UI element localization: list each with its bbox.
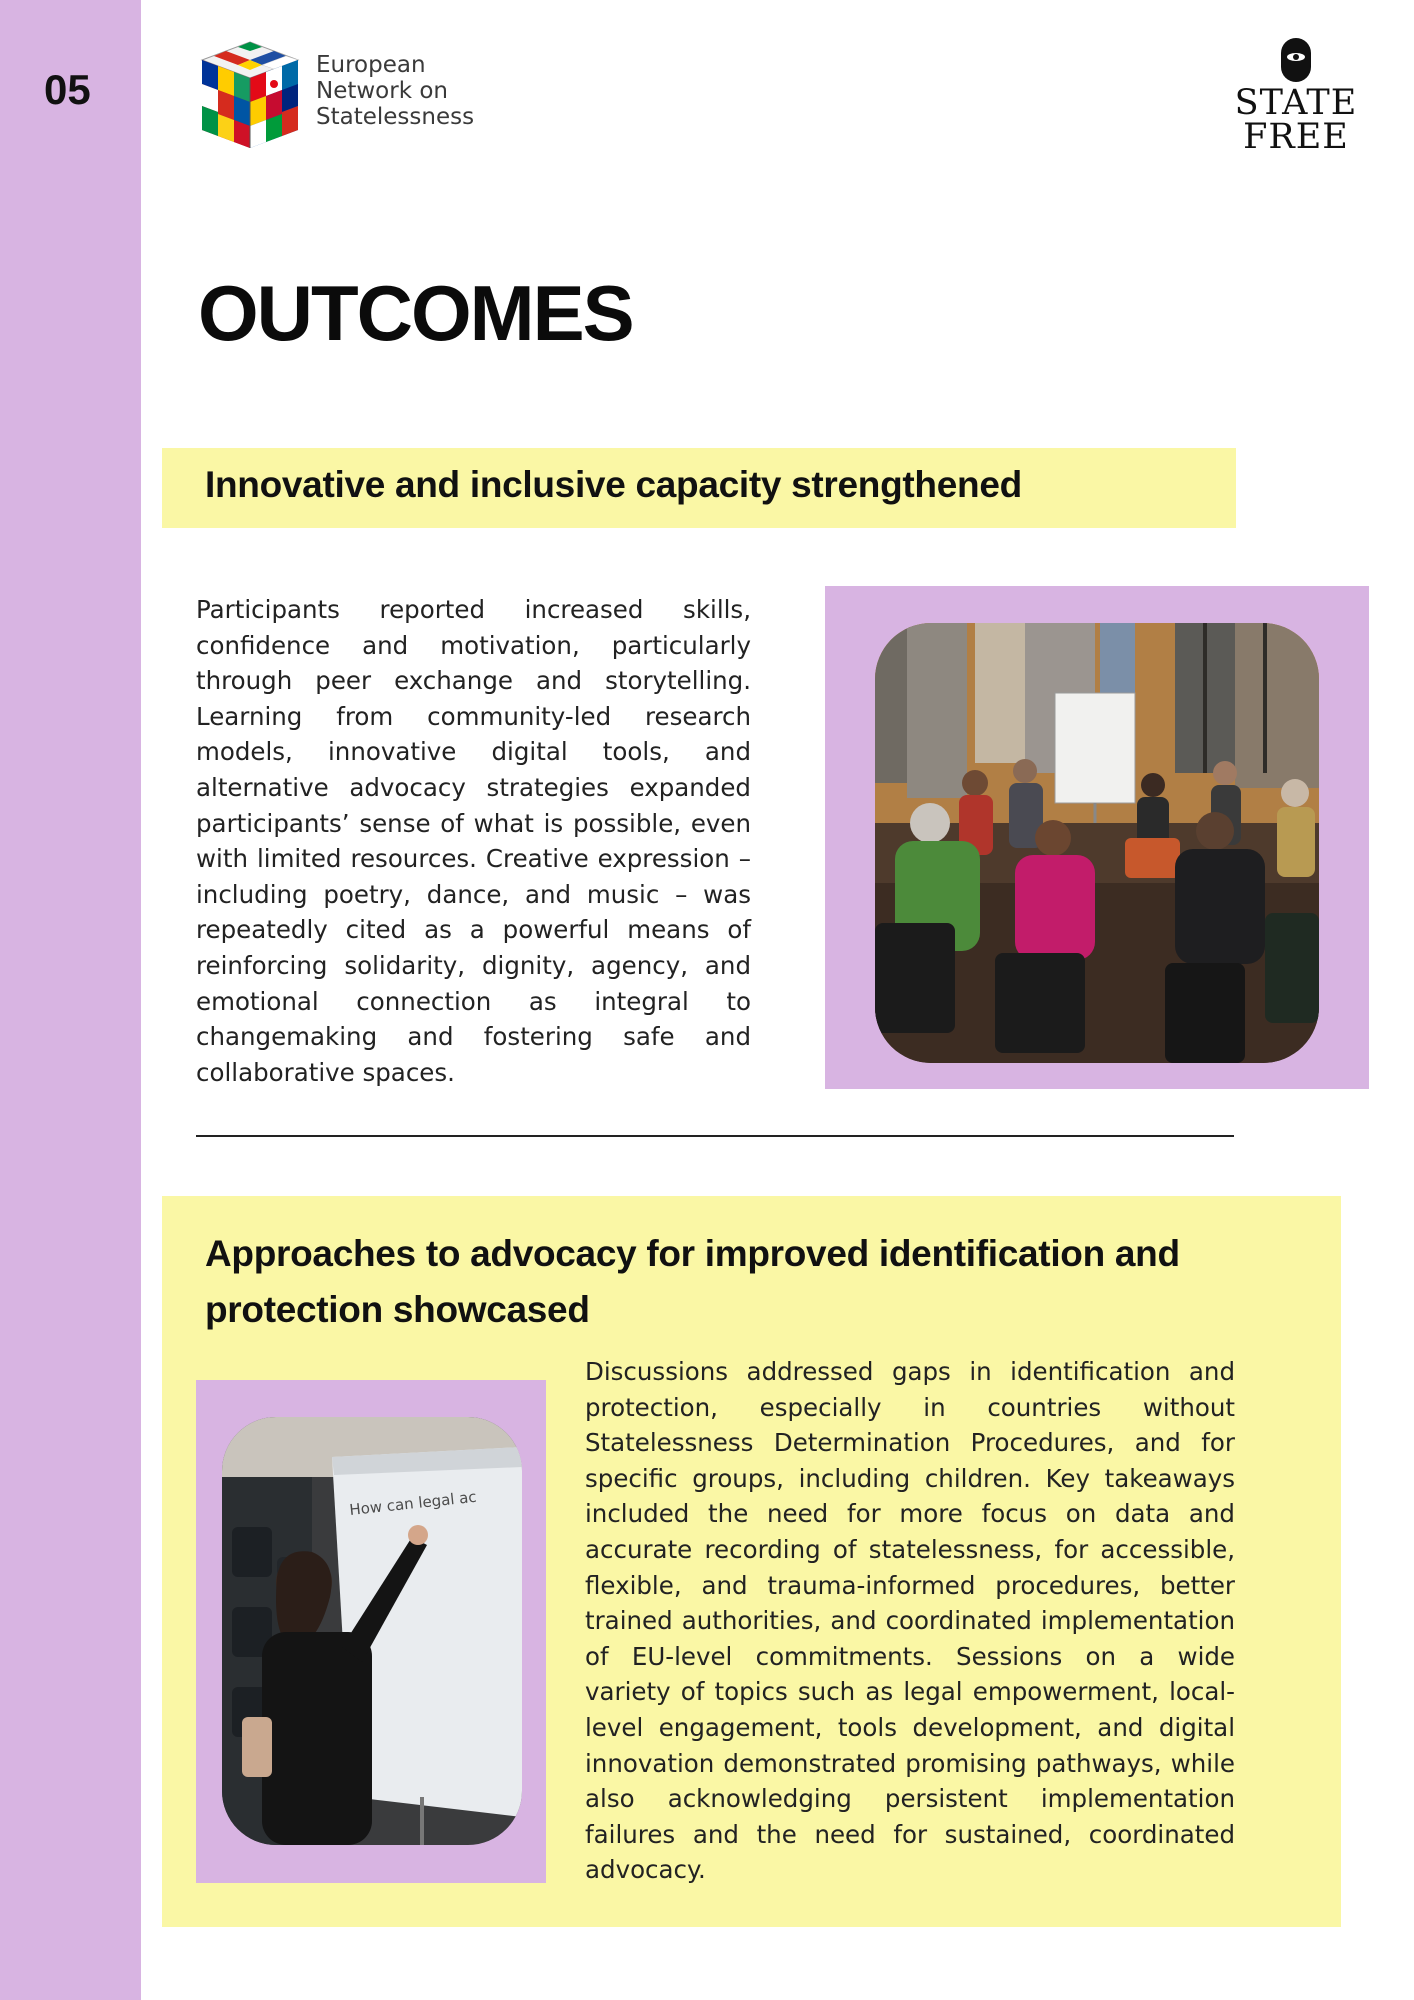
statefree-mark-icon xyxy=(1281,38,1311,82)
workshop-circle-photo xyxy=(875,623,1319,1063)
section1-heading: Innovative and inclusive capacity strengthened xyxy=(205,464,1022,505)
statefree-logo xyxy=(1226,38,1366,168)
section2-panel xyxy=(162,1196,1341,1927)
statefree-text xyxy=(1226,83,1366,157)
statefree-line1: STATE xyxy=(1234,83,1358,123)
left-sidebar-band xyxy=(0,0,141,2000)
flag-cube-icon xyxy=(198,40,302,150)
section1-heading-band xyxy=(162,448,1236,528)
ens-logo-text xyxy=(316,52,474,130)
ens-logo-line2: Network on xyxy=(316,78,448,104)
section2-heading: Approaches to advocacy for improved identification and protection showcased xyxy=(205,1233,1180,1330)
ens-logo-line3: Statelessness xyxy=(316,104,475,130)
page-title: OUTCOMES xyxy=(198,269,633,357)
flipchart-writing-photo xyxy=(222,1417,522,1845)
statefree-line2: FREE xyxy=(1243,117,1349,157)
section1-photo-frame xyxy=(825,586,1369,1089)
ens-logo-line1: European xyxy=(316,52,426,78)
section1-body: Participants reported increased skills, confidence and motivation, particularly through peer exchange and storytelling. Learning from community-led research models, innovative digital tools, and alternative advocacy strategies expanded participants’ sense of what is possible, even with limited resources. Creative expression – including poetry, dance, and music – was repeatedly cited as a powerful means of reinforcing solidarity, dignity, agency, and emotional connection as integral to changemaking and fostering safe and collaborative spaces. xyxy=(196,595,751,1087)
page-number: 05 xyxy=(44,66,91,113)
section-divider xyxy=(196,1135,1234,1137)
section2-photo-frame xyxy=(196,1380,546,1883)
ens-logo xyxy=(198,40,518,150)
section2-body: Discussions addressed gaps in identification and protection, especially in countries without Statelessness Determination Procedures, and for specific groups, including children. Key takeaways included the need for more focus on data and accurate recording of statelessness, for accessible, flexible, and trauma-informed procedures, better trained authorities, and coordinated implementation of EU-level commitments. Sessions on a wide variety of topics such as legal empowerment, local-level engagement, tools development, and digital innovation demonstrated promising pathways, while also acknowledging persistent implementation failures and the need for sustained, coordinated advocacy. xyxy=(585,1357,1235,1885)
flipchart-text: How can legal ac xyxy=(348,1487,478,1519)
